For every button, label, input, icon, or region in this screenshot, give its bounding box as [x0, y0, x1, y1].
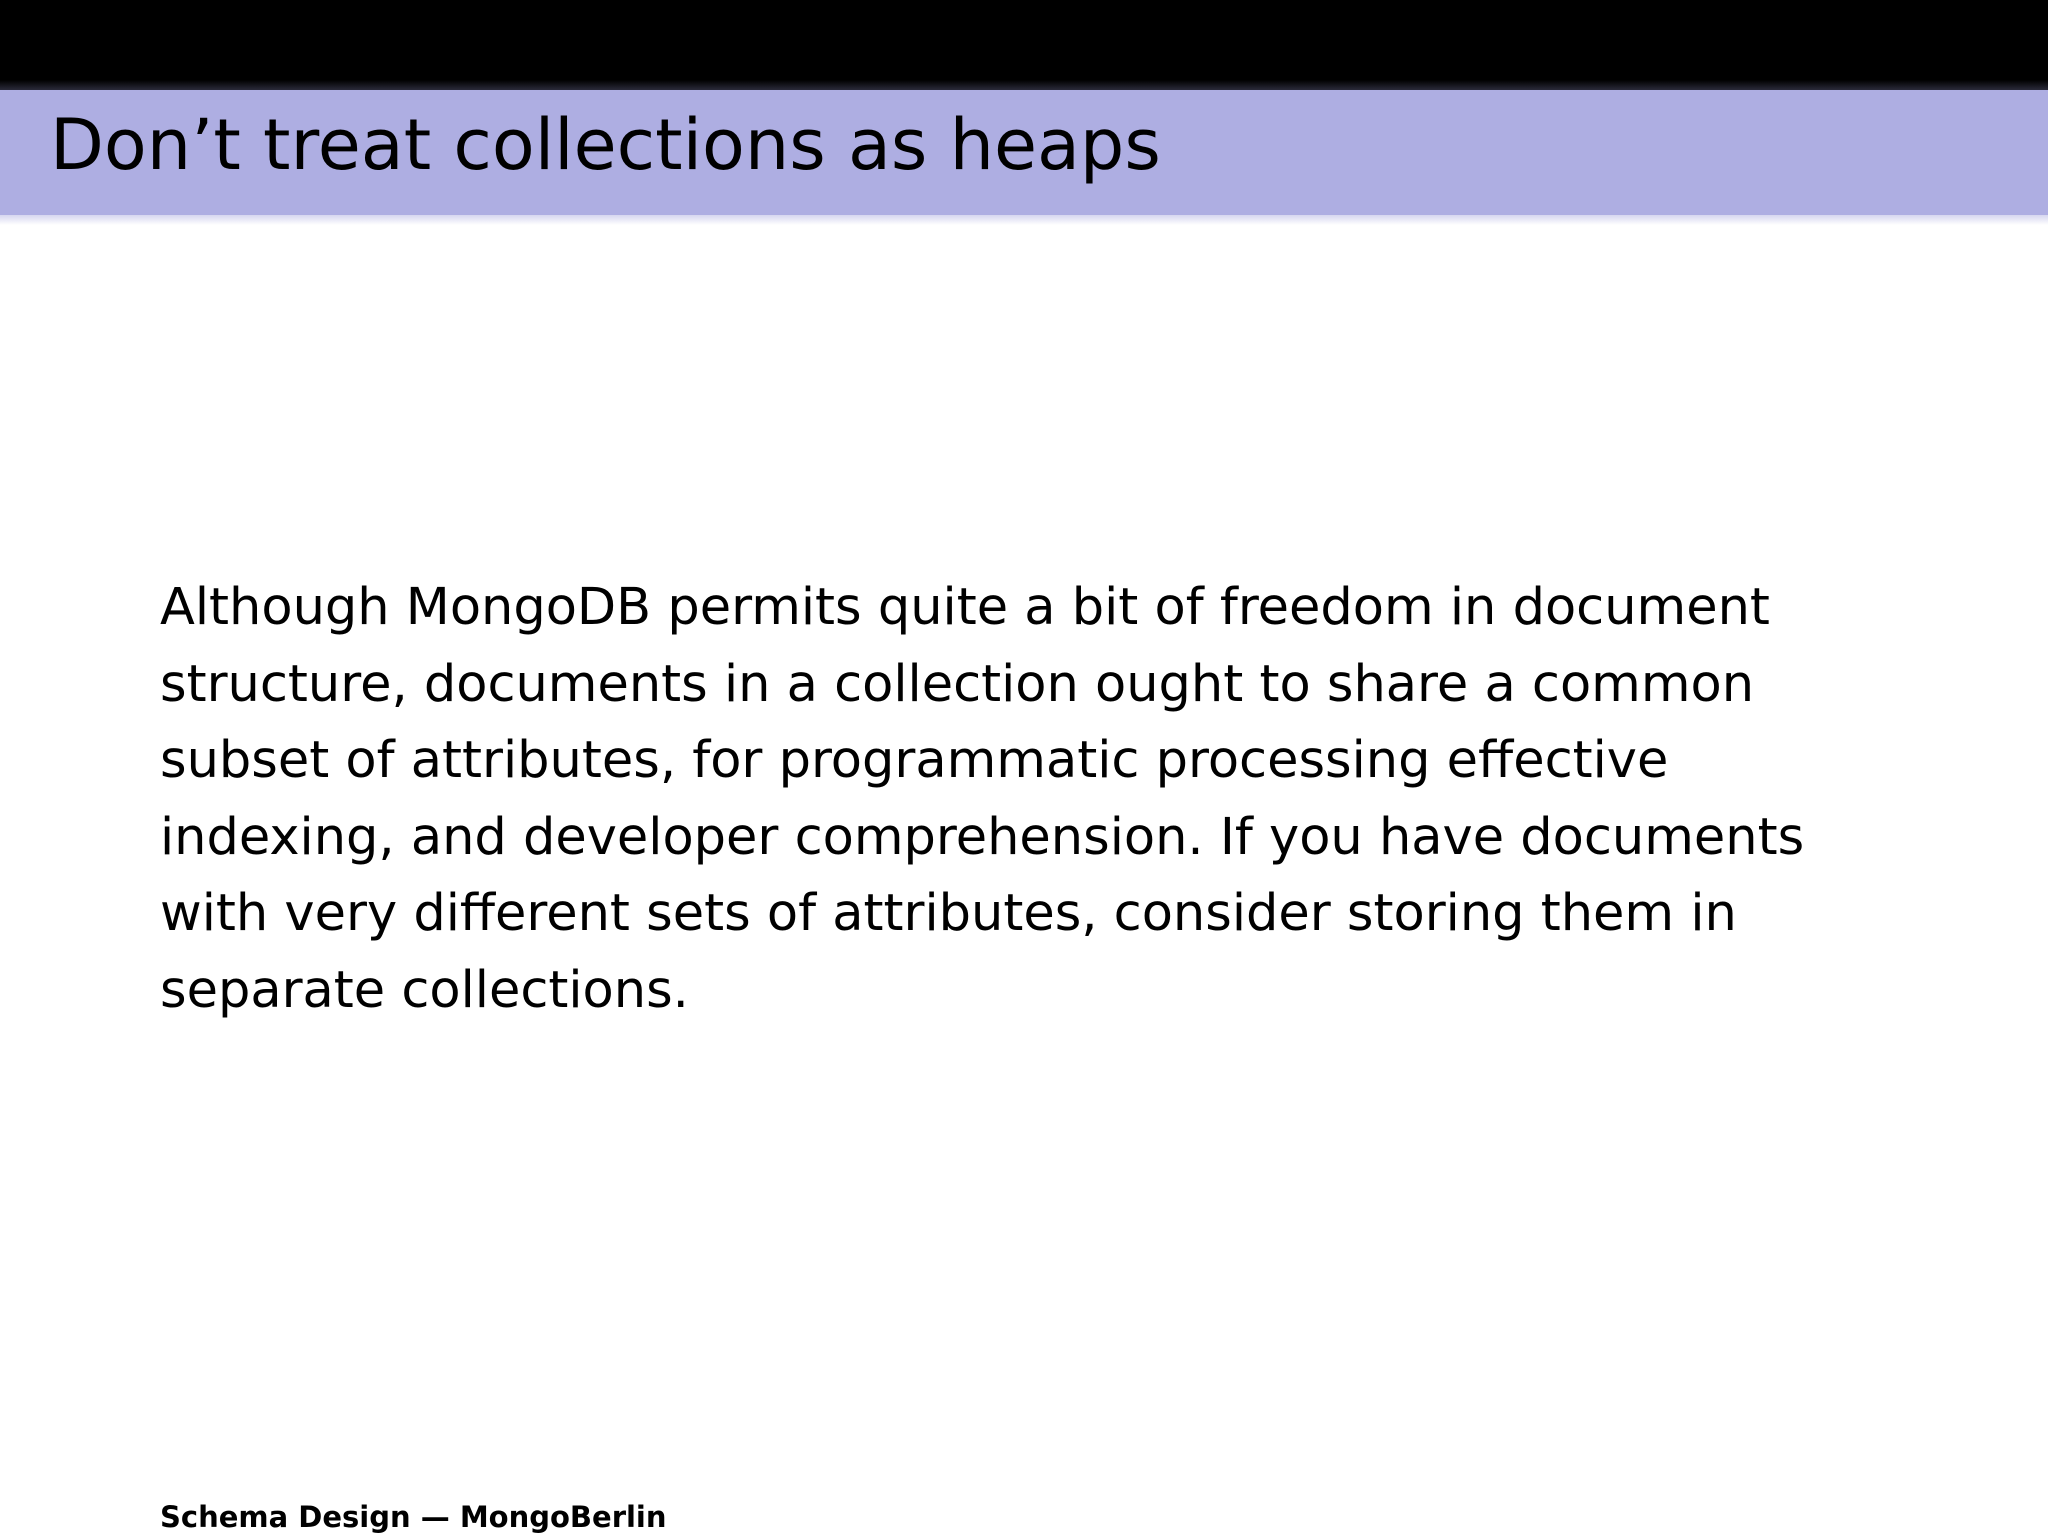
- body-line: separate collections.: [160, 960, 689, 1020]
- body-line: subset of attributes, for programmatic processing effective: [160, 731, 1669, 790]
- body-line: structure, documents in a collection ought to share a common: [160, 654, 1755, 714]
- slide-title: Don’t treat collections as heaps: [50, 104, 1161, 186]
- body-line: with very different sets of attributes, consider storing them in: [160, 884, 1737, 943]
- slide-footer: Schema Design — MongoBerlin: [160, 1500, 667, 1534]
- title-bar-shadow: [0, 215, 2048, 225]
- slide-body: [160, 570, 1940, 1029]
- body-line: Although MongoDB permits quite a bit of freedom in document: [160, 578, 1770, 637]
- top-black-bar: [0, 0, 2048, 90]
- body-line: indexing, and developer comprehension. If you have documents: [160, 807, 1805, 867]
